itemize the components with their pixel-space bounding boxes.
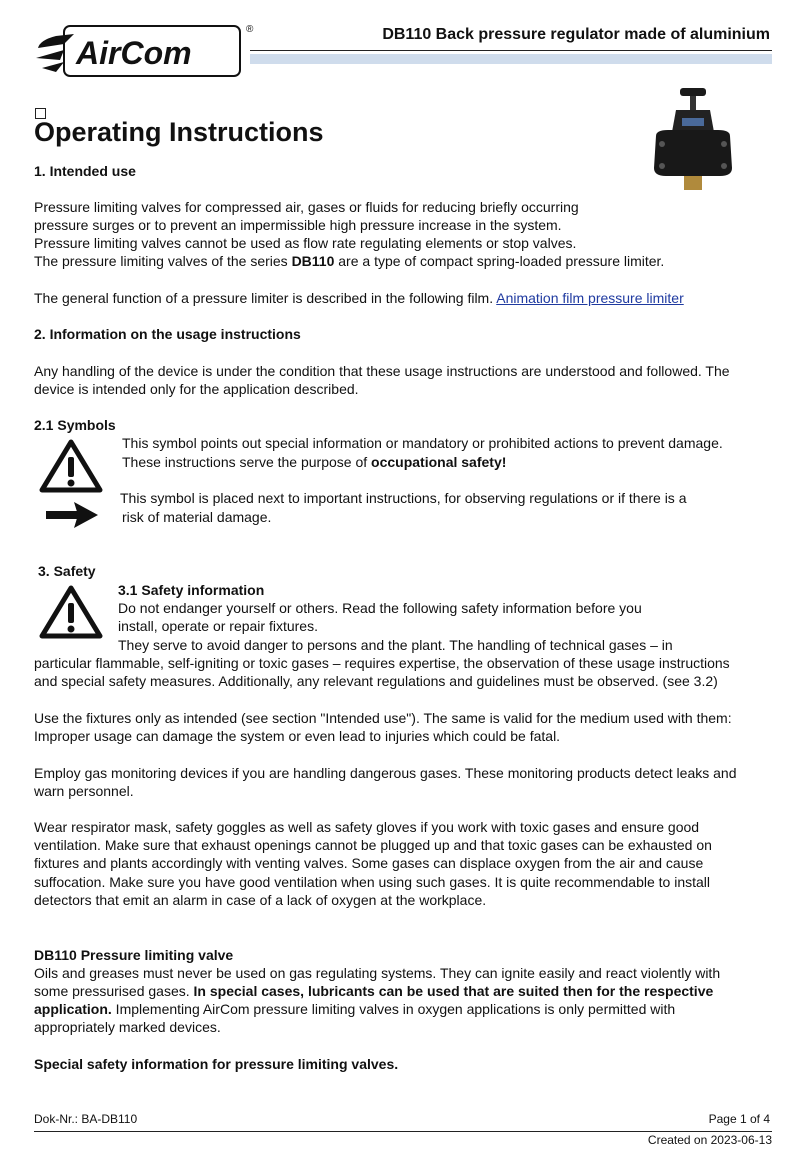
- mask-paragraph-line-3: fixtures and plants accordingly with venting valves. Some gases can displace oxygen from the air and cause: [34, 855, 704, 871]
- header-rule: [250, 50, 772, 51]
- safety-line-2: install, operate or repair fixtures.: [118, 618, 318, 634]
- db110-line-4: appropriately marked devices.: [34, 1019, 221, 1035]
- section-usage-instructions-heading: 2. Information on the usage instructions: [34, 326, 301, 342]
- monitor-paragraph-line-1: Employ gas monitoring devices if you are handling dangerous gases. These monitoring products detect leaks and: [34, 765, 737, 781]
- safety-line-4: particular flammable, self-igniting or toxic gases – requires expertise, the observation of these usage instructions: [34, 655, 730, 671]
- mask-paragraph-line-4: suffocation. Make sure you have good ventilation when using such gases. It is quite recommendable to install: [34, 874, 711, 890]
- section-intended-use-heading: 1. Intended use: [34, 163, 136, 179]
- section-symbols-heading: 2.1 Symbols: [34, 417, 116, 433]
- intended-use-line-2: pressure surges or to prevent an impermissible high pressure increase in the system.: [34, 217, 562, 233]
- safety-information-subheading: 3.1 Safety information: [118, 582, 265, 598]
- product-image: [648, 84, 738, 194]
- safety-line-1: Do not endanger yourself or others. Read the following safety information before you: [118, 600, 642, 616]
- safety-line-5: and special safety measures. Additionally, any relevant regulations and guidelines must be observed. (see 3.2): [34, 673, 718, 689]
- safety-line-3: They serve to avoid danger to persons and the plant. The handling of technical gases – in: [118, 637, 673, 653]
- db110-line-3: application. Implementing AirCom pressure limiting valves in oxygen applications is only permitted with: [34, 1001, 676, 1017]
- usage-line-2: device is intended only for the application described.: [34, 381, 359, 397]
- film-paragraph: The general function of a pressure limiter is described in the following film. Animation film pressure limiter: [34, 290, 684, 306]
- arrow-right-icon: [44, 500, 100, 530]
- monitor-paragraph-line-2: warn personnel.: [34, 783, 134, 799]
- use-paragraph-line-2: Improper usage can damage the system or even lead to injuries which could be fatal.: [34, 728, 561, 744]
- warning-triangle-icon: [38, 438, 104, 494]
- mask-paragraph-line-2: ventilation. Make sure that exhaust openings cannot be plugged up and that toxic gases can be exhausted on: [34, 837, 712, 853]
- intended-use-line-3: Pressure limiting valves cannot be used as flow rate regulating elements or stop valves.: [34, 235, 577, 251]
- mask-paragraph-line-5: detectors that emit an alarm in case of a lack of oxygen at the workplace.: [34, 892, 487, 908]
- created-date: Created on 2023-06-13: [647, 1133, 772, 1147]
- footer-rule: [34, 1131, 772, 1132]
- warning-symbol-text-2: These instructions serve the purpose of occupational safety!: [122, 454, 507, 470]
- page-title: Operating Instructions: [34, 117, 324, 147]
- logo-text: AirCom: [76, 35, 192, 71]
- section-safety-heading: 3. Safety: [38, 563, 96, 579]
- arrow-symbol-text-2: risk of material damage.: [122, 509, 272, 525]
- safety-warning-triangle-icon: [38, 584, 104, 640]
- header-band: [250, 54, 772, 64]
- intended-use-line-1: Pressure limiting valves for compressed air, gases or fluids for reducing briefly occurring: [34, 199, 579, 215]
- mask-paragraph-line-1: Wear respirator mask, safety goggles as well as safety gloves if you work with toxic gases and ensure good: [34, 819, 700, 835]
- document-number: Dok-Nr.: BA-DB110: [34, 1112, 138, 1126]
- warning-symbol-text-1: This symbol points out special information or mandatory or prohibited actions to prevent damage.: [122, 435, 723, 451]
- db110-heading: DB110 Pressure limiting valve: [34, 947, 234, 963]
- intended-use-line-4: The pressure limiting valves of the series DB110 are a type of compact spring-loaded pressure limiter.: [34, 253, 665, 269]
- db110-line-1: Oils and greases must never be used on gas regulating systems. They can ignite easily and react violently with: [34, 965, 721, 981]
- use-paragraph-line-1: Use the fixtures only as intended (see section "Intended use"). The same is valid for the medium used with them:: [34, 710, 732, 726]
- page-number: Page 1 of 4: [708, 1112, 770, 1126]
- aircom-logo: [34, 18, 256, 80]
- animation-film-link[interactable]: Animation film pressure limiter: [496, 290, 684, 306]
- registered-mark: ®: [246, 24, 254, 35]
- document-header-title: DB110 Back pressure regulator made of aluminium: [382, 26, 770, 43]
- db110-line-2: some pressurised gases. In special cases, lubricants can be used that are suited then for the respective: [34, 983, 714, 999]
- arrow-symbol-text-1: This symbol is placed next to important instructions, for observing regulations or if there is a: [120, 490, 687, 506]
- usage-line-1: Any handling of the device is under the condition that these usage instructions are understood and followed. The: [34, 363, 730, 379]
- special-safety-heading: Special safety information for pressure limiting valves.: [34, 1056, 399, 1072]
